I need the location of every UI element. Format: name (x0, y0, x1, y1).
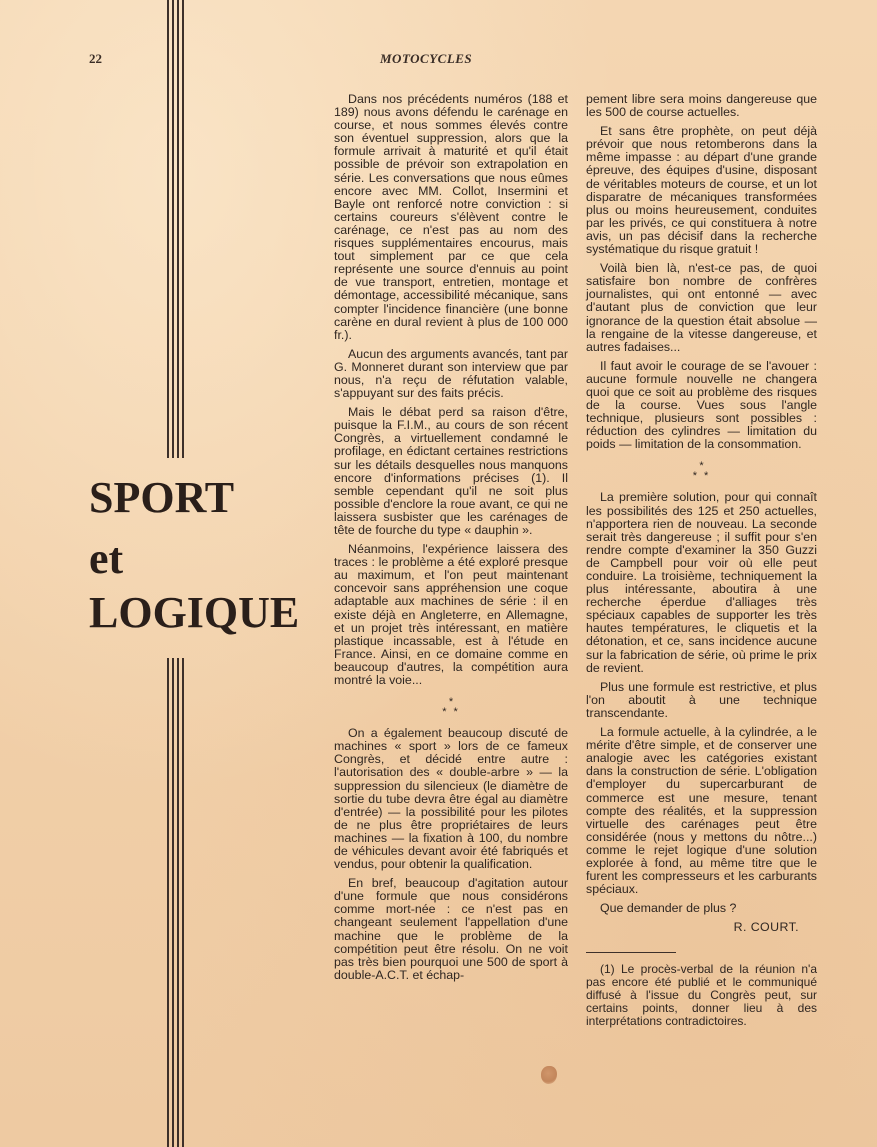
vertical-rule (177, 0, 179, 458)
vertical-rule (172, 0, 174, 458)
paragraph: Mais le débat perd sa raison d'être, puisque la F.I.M., au cours de son récent Congrès, a virtuellement condamné le profilage, en édictant certaines restrictions sur les détails desquelles nous manquons encore d'informations précises (1). Il semble cependant qu'il ne soit plus possible d'enclore la roue avant, ce qui ne laissera susbister que les carénages de tête de fourche du type « dauphin ». (334, 405, 568, 537)
vertical-rule (177, 658, 179, 1147)
paragraph: Que demander de plus ? (600, 901, 737, 916)
section-break-asterism: * * * (442, 696, 460, 719)
headline-line-1: SPORT (89, 473, 235, 522)
paragraph: La première solution, pour qui connaît les possibilités des 125 et 250 actuelles, n'apportera rien de nouveau. La seconde serait très dangereuse ; il suffit pour s'en rendre compte d'examiner la 350 Guzzi de Campbell pour voir où elle peut conduire. La troisième, techniquement la plus intéressante, aboutira à une recherche éperdue d'alliages très spéciaux capables de supporter les très hautes températures, le cliquetis et la détonation, et ce, sans incidence aucune sur la fabrication de série, où prime le prix de revient. (586, 490, 817, 675)
paragraph: Plus une formule est restrictive, et plus l'on aboutit à une technique transcendante. (586, 679, 817, 720)
vertical-rule (167, 658, 169, 1147)
paragraph: Il faut avoir le courage de se l'avouer : aucune formule nouvelle ne changera quoi que ce soit au problème des risques de la course. Vues sous l'angle technique, plusieurs sont possibles : réduction des cylindres — limitation du poids — limitation de la consommation. (586, 358, 817, 452)
paragraph: Aucun des arguments avancés, tant par G. Monneret durant son interview que par nous, n'a reçu de réfutation valable, s'appuyant sur des faits précis. (334, 346, 568, 401)
author-signature: R. COURT. (733, 920, 799, 935)
running-head: MOTOCYCLES (380, 51, 473, 66)
vertical-rule (172, 658, 174, 1147)
headline-line-3: LOGIQUE (89, 588, 300, 637)
vertical-rule (167, 0, 169, 458)
paper-stain (541, 1066, 557, 1084)
paragraph: Dans nos précédents numéros (188 et 189) nous avons défendu le carénage en course, et nous sommes élevés contre son éventuel suppression, alors que la formule arrivait à maturité et qu'il était possible de prévoir son extrapolation en série. Les conversations que nous eûmes encore avec MM. Collot, Insermini et Bayle ont renforcé notre conviction : si certains coureurs s'élèvent contre le carénage, ce n'est pas au nom des risques supplémentaires encourus, mais tout simplement par ce que cela représente une source d'ennuis au point de vue transport, entretien, montage et démontage, accessibilité mécanique, sans compter l'incidence financière (une bonne carène en dural revient à plus de 100 000 fr.). (334, 92, 568, 342)
article-column-left (334, 93, 568, 988)
footnote-divider (586, 952, 676, 953)
paragraph: Néanmoins, l'expérience laissera des traces : le problème a été exploré presque au maximum, et l'on peut maintenant concevoir sans appréhension une coque adaptable aux machines de série : il en existe déjà en Angleterre, en Allemagne, et un projet très intéressant, en matière plastique incassable, est à l'étude en France. Ainsi, en ce domaine comme en beaucoup d'autres, la compétition aura montré la voie... (334, 542, 568, 688)
paragraph: Et sans être prophète, on peut déjà prévoir que nous retomberons dans la même impasse : au départ d'une grande épreuve, des équipes d'usine, disposant de véritables moteurs de course, et un lot disparatre de mécaniques transformées plus ou moins heureusement, conduites par les privés, ce qui constituera à notre avis, un pas décisif dans la recherche systématique du risque gratuit ! (586, 124, 817, 257)
paragraph: Voilà bien là, n'est-ce pas, de quoi satisfaire bon nombre de confrères journalistes, qui ont entonné — avec d'autant plus de conviction que leur ignorance de la question était absolue — la rengaine de la vitesse dangereuse, et autres fadaises... (586, 261, 817, 354)
vertical-rule (182, 658, 184, 1147)
paragraph: La formule actuelle, à la cylindrée, a le mérite d'être simple, et de conserver une analogie avec les catégories existant dans la construction de série. L'obligation d'employer du supercarburant de commerce est une mesure, tenant compte des réalités, et la suppression virtuelle des carénages peut être considérée (nous y mettons du nôtre...) comme le rejet logique d'une solution explorée à fond, au même titre que le furent les compresseurs et les carburants spéciaux. (586, 725, 817, 897)
headline-line-2: et (89, 534, 124, 583)
page-number: 22 (89, 51, 102, 66)
paragraph: En bref, beaucoup d'agitation autour d'une formule que nous considérons comme mort-née : ce n'est pas en changeant seulement l'appellation d'une machine que le problème de la compétition peut être résolu. On ne voit pas très bien pourquoi une 500 de sport à double-A.C.T. et échap- (334, 876, 568, 982)
vertical-rule (182, 0, 184, 458)
paragraph: On a également beaucoup discuté de machines « sport » lors de ce fameux Congrès, et décidé entre autre : l'autorisation des « double-arbre » — la suppression du silencieux (le diamètre de sortie du tube devra être égal au diamètre d'entrée) — la possibilité pour les pilotes de ne plus être propriétaires de leurs machines — la fixation à 100, du nombre de véhicules devant avoir été fabriqués et vendus, pour obtenir la qualification. (334, 726, 568, 872)
section-break-asterism: * * * (692, 460, 711, 483)
footnote: (1) Le procès-verbal de la réunion n'a pas encore été publié et le communiqué diffusé à l'issue du Congrès peut, sur certains points, donner lieu à des interprétations contradictoires. (586, 962, 817, 1028)
article-column-right (586, 93, 817, 1033)
paragraph: pement libre sera moins dangereuse que les 500 de course actuelles. (586, 92, 817, 120)
